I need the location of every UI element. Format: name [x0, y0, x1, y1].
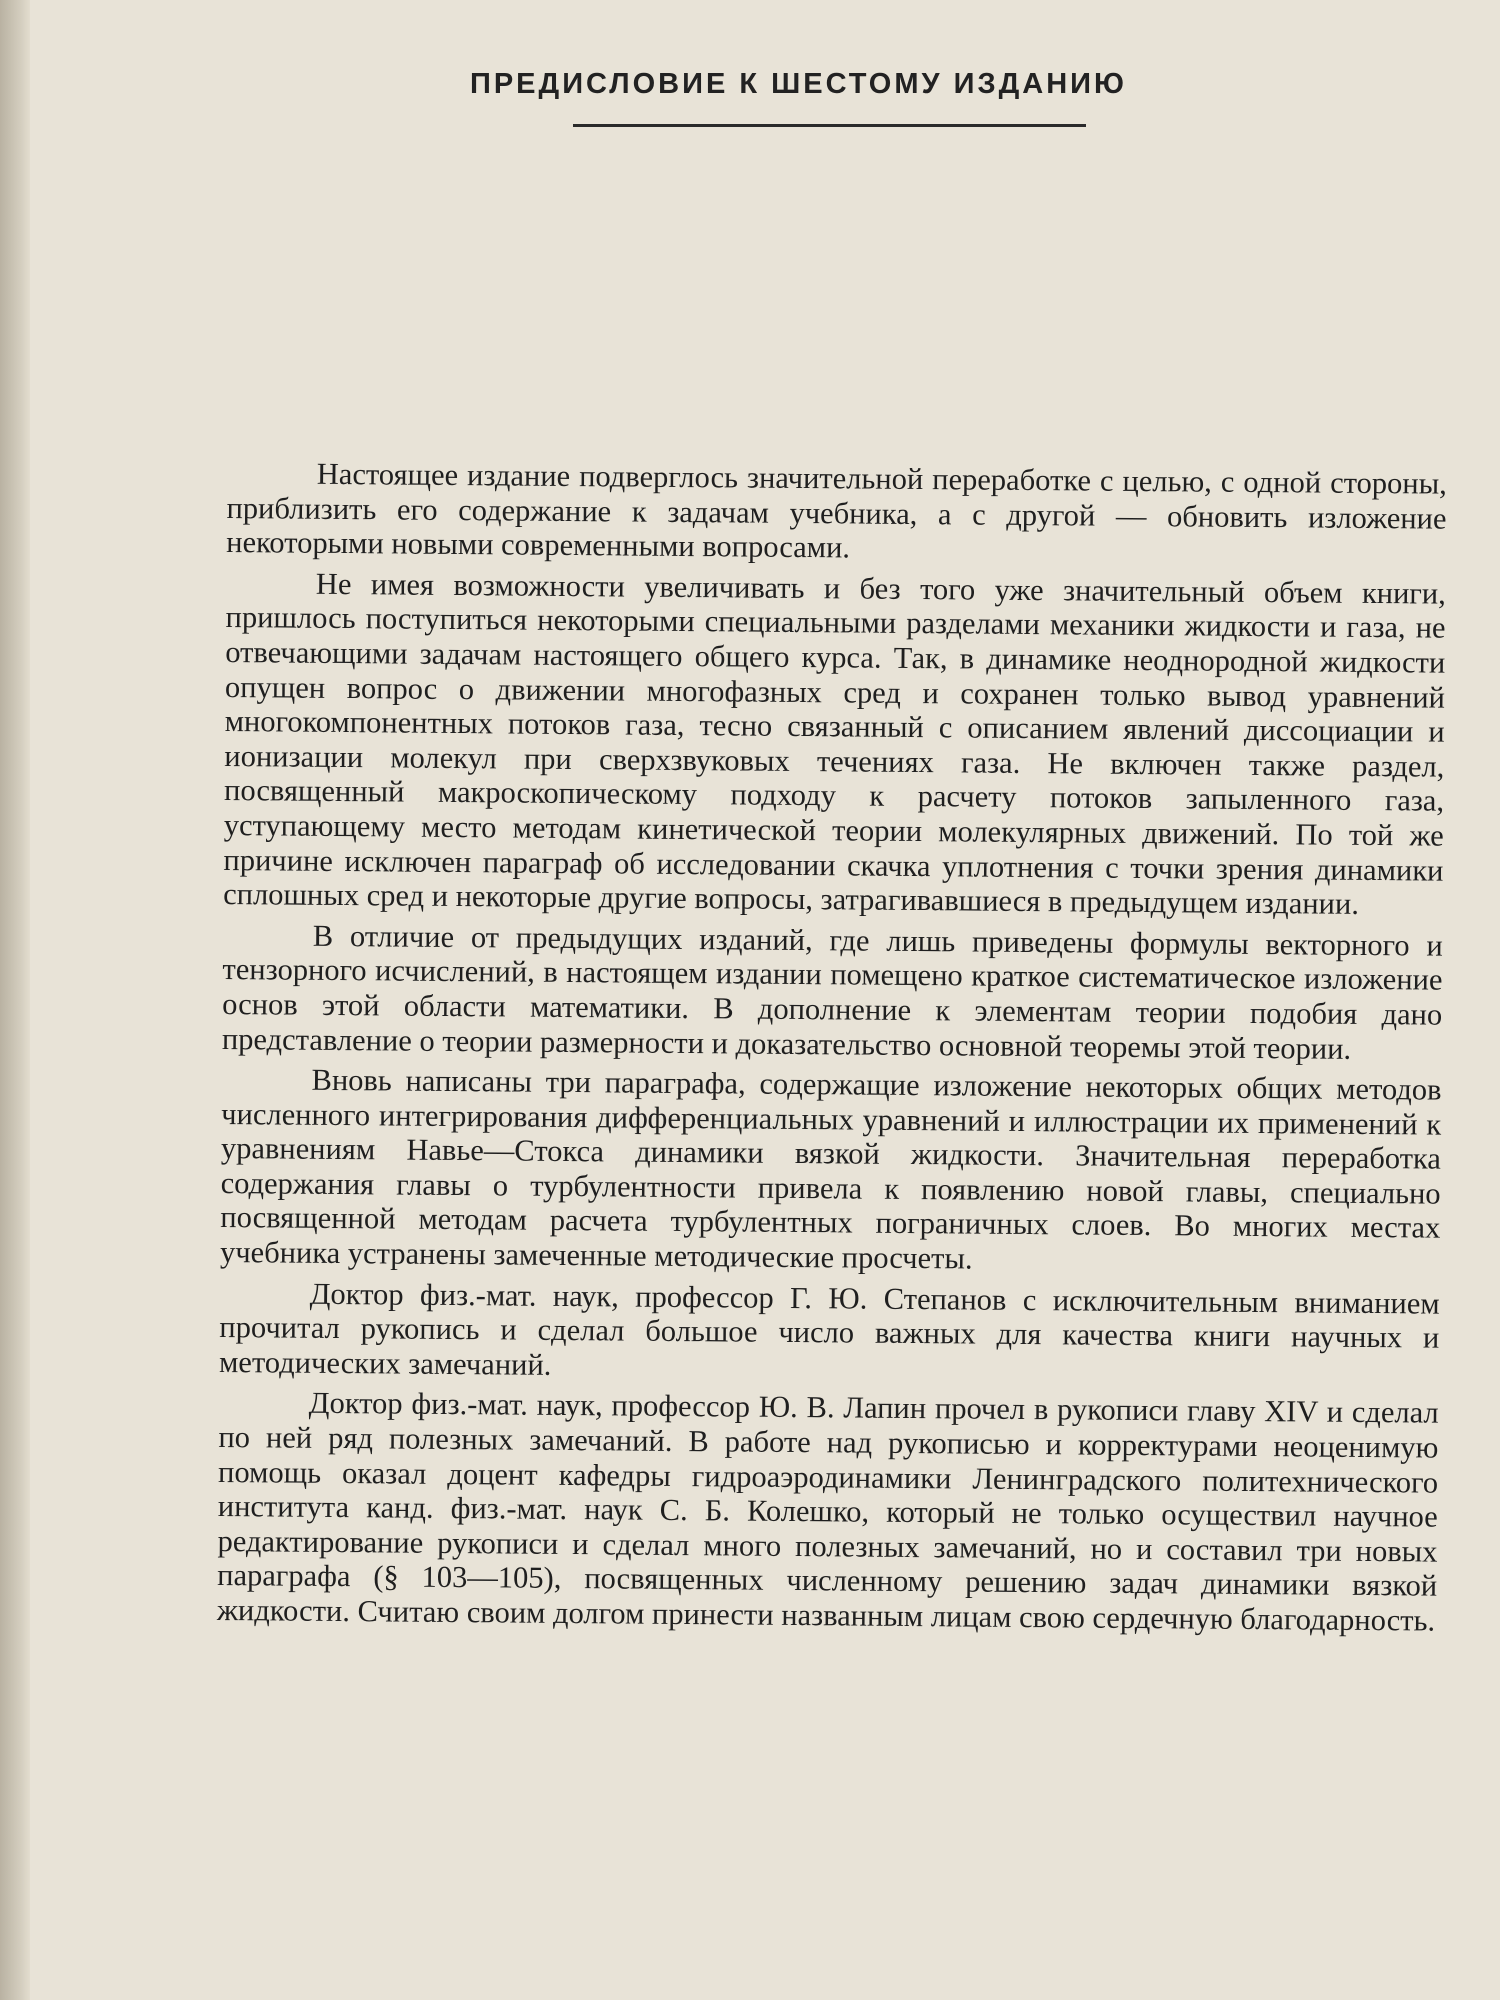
paragraph-4: Вновь написаны три параграфа, содержащие изложение некоторых общих методов численного интегрирования дифференциальных уравнений и иллюстрации их применений к уравнениям Навье—Стокса динамики вязкой жидкости. Значительная переработка содержания главы о турбулентности привела к появлению новой главы, специально посвященной методам расчета турбулентных пограничных слоев. Во многих местах учебника устранены замеченные методические просчеты.: [219, 1062, 1442, 1276]
book-page: [30, 0, 1500, 2000]
paragraph-3: В отличие от предыдущих изданий, где лишь приведены формулы векторного и тензорного исчислений, в настоящем издании помещено краткое систематическое изложение основ этой области математики. В дополнение к элементам теории подобия дано представление о теории размерности и доказательство основной теоремы этой теории.: [221, 918, 1443, 1066]
page-title: ПРЕДИСЛОВИЕ К ШЕСТОМУ ИЗДАНИЮ: [470, 68, 1127, 100]
paragraph-6: Доктор физ.-мат. наук, профессор Ю. В. Лапин прочел в рукописи главу XIV и сделал по ней ряд полезных замечаний. В работе над рукописью и корректурами неоценимую помощь оказал доцент кафедры гидроаэродинамики Ленинградского политехнического института канд. физ.-мат. наук С. Б. Колешко, который не только осуществил научное редактирование рукописи и сделал много полезных замечаний, но и составил три новых параграфа (§ 103—105), посвященных численному решению задач динамики вязкой жидкости. Считаю своим долгом принести названным лицам свою сердечную благодарность.: [216, 1386, 1439, 1638]
paragraph-2: Не имея возможности увеличивать и без того уже значительный объем книги, пришлось поступиться некоторыми специальными разделами механики жидкости и газа, не отвечающими задачам настоящего общего курса. Так, в динамике неоднородной жидкости опущен вопрос о движении многофазных сред и сохранен только вывод уравнений многокомпонентных потоков газа, тесно связанный с описанием явлений диссоциации и ионизации молекул при сверхзвуковых течениях газа. Не включен также раздел, посвященный макроскопическому подходу к расчету потоков запыленного газа, уступающему место методам кинетической теории молекулярных движений. По той же причине исключен параграф об исследовании скачка уплотнения с точки зрения динамики сплошных сред и некоторые другие вопросы, затрагивавшиеся в предыдущем издании.: [223, 566, 1446, 922]
page-edge: [0, 0, 30, 2000]
paragraph-1: Настоящее издание подверглось значительной переработке с целью, с одной стороны, приблизить его содержание к задачам учебника, а с другой — обновить изложение некоторыми новыми современными вопросами.: [226, 456, 1447, 565]
title-underline: [573, 124, 1086, 127]
paragraph-5: Доктор физ.-мат. наук, профессор Г. Ю. Степанов с исключительным вниманием прочитал рукопись и сделал большое число важных для качества книги научных и методических замечаний.: [218, 1276, 1440, 1382]
preface-body: [217, 456, 1447, 1644]
